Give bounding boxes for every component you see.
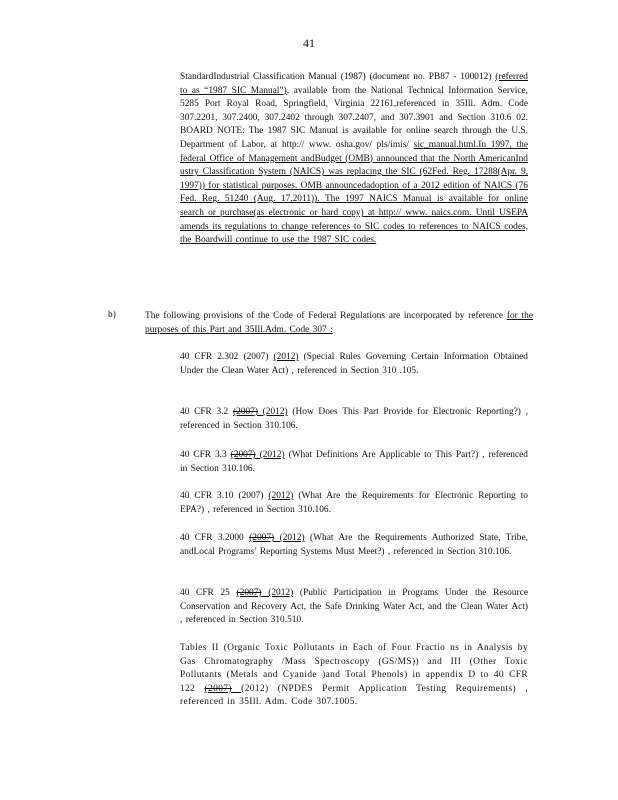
definition-added-note: sic_manual.html.In 1997, the federal Office of Management andBudget (OMB) announced that the North AmericanInd ustry Classification System (NAICS) was replacing the SIC (62Fed. Reg. 17288(Apr. 9, 1997)) for statistical purposes. OMB announcedadoption of a 2012 edition of NAICS (76 Fed. Reg. 51240 (Aug. 17,2011)). The 1997 NAICS Manual is available for online search or purchase(as electronic or hard copy) at http:// www. naics.com. Until USEPA amends its regulations to change references to SIC codes to references to NAICS codes, the Boardwill continue to use the 1987 SIC codes.: [180, 139, 528, 246]
cfr-inserted-text: [232, 684, 241, 694]
item-b-intro-text: The following provisions of the Code of Federal Regulations are incorporated by reference: [145, 311, 507, 321]
cfr-text: Tables II (Organic Toxic Pollutants in Each of Four Fractio ns in Analysis by Gas Chromatography /Mass Spectroscopy (GS/MS)) and III (Other Toxic Pollutants (Metals and Cyanide )and Total Phenols) in appendix D to 40 CFR 122: [180, 643, 528, 694]
cfr-inserted-text: (2012): [274, 533, 305, 543]
cfr-entry: [180, 532, 528, 559]
cfr-entry: [180, 351, 528, 378]
cfr-text: 40 CFR 2.302 (2007): [180, 352, 274, 362]
cfr-inserted-text: (2012): [261, 588, 294, 598]
definition-underlined-text: (referred to as “1987 SIC Manual”): [180, 72, 528, 96]
cfr-text: 40 CFR 3.2000: [180, 533, 250, 543]
cfr-text: 40 CFR 3.10 (2007): [180, 491, 269, 501]
cfr-inserted-text: (2012): [273, 352, 299, 362]
cfr-deleted-text: (2007): [232, 407, 258, 417]
item-b-intro: [145, 310, 533, 337]
cfr-text: (2012) (NPDES Permit Application Testing Requirements) , referenced in 35Ill. Adm. Code 307.1005.: [180, 683, 528, 708]
cfr-entry: [180, 587, 528, 628]
cfr-text: 40 CFR 3.3: [180, 450, 231, 460]
sic-manual-definition: [180, 71, 528, 248]
cfr-text: (What Are the Requirements Authorized State, Tribe, andLocal Programs’ Reporting Systems Must Meet?) , referenced in Section 310.106.: [180, 533, 528, 557]
cfr-text: (Public Participation in Programs Under the Resource Conservation and Recovery Act, the Safe Drinking Water Act, and the Clean Water Act) , referenced in Section 310.510.: [180, 588, 528, 626]
cfr-deleted-text: (2007): [204, 683, 232, 694]
item-letter: b): [108, 310, 116, 320]
cfr-text: (What Are the Requirements for Electronic Reporting to EPA?) , referenced in Section 310.106.: [180, 491, 528, 515]
cfr-deleted-text: (2007): [236, 588, 262, 598]
page-number: 41: [303, 36, 315, 50]
cfr-text: (How Does This Part Provide for Electronic Reporting?) , referenced in Section 310.106.: [180, 407, 528, 431]
cfr-entry: [180, 490, 528, 517]
cfr-deleted-text: (2007): [249, 533, 275, 543]
cfr-entry: [180, 642, 528, 710]
item-b-intro-added: for the purposes of this Part and 35Ill.Adm. Code 307 :: [145, 311, 533, 335]
cfr-text: 40 CFR 25: [180, 588, 237, 598]
definition-text: StandardIndustrial Classification Manual (1987) (document no. PB87 - 100012): [180, 72, 496, 82]
cfr-text: (Special Rules Governing Certain Information Obtained Under the Clean Water Act) , referenced in Section 310 .105.: [180, 352, 528, 376]
cfr-entry: [180, 449, 528, 476]
cfr-inserted-text: (2012): [257, 407, 288, 417]
cfr-entry: [180, 406, 528, 433]
definition-text: , available from the National Technical Information Service, 5285 Port Royal Road, Springfield, Virginia 22161,referenced in 35Ill. Adm. Code 307.2201, 307.2400, 307.2402 through 307.2407, and 307.3901 and Section 310.6 02. BOARD NOTE: The 1987 SIC Manual is available for online search through the U.S. Department of Labor, at http:// www. osha.gov/ pls/imis/: [180, 85, 529, 150]
cfr-text: (What Definitions Are Applicable to This Part?) , referenced in Section 310.106.: [180, 450, 528, 474]
cfr-deleted-text: (2007): [230, 450, 256, 460]
cfr-inserted-text: (2012): [255, 450, 285, 460]
cfr-inserted-text: (2012): [268, 491, 294, 501]
cfr-text: 40 CFR 3.2: [180, 407, 233, 417]
